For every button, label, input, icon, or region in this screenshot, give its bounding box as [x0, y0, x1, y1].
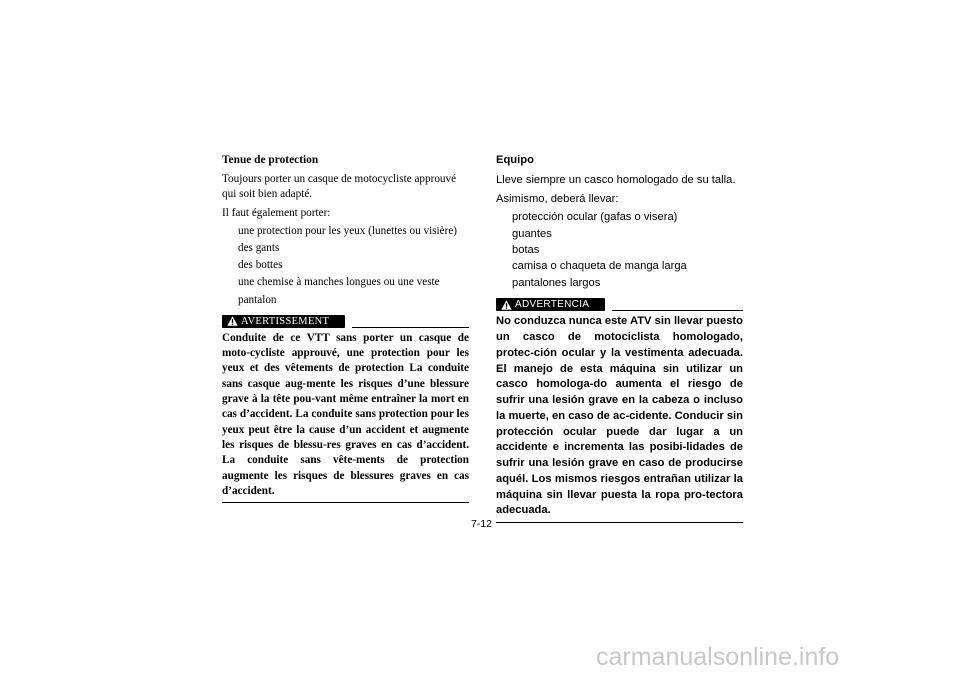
- list-item: pantalon: [238, 293, 277, 306]
- warning-header: [496, 298, 743, 311]
- warning-header-rule: [612, 310, 743, 311]
- list-item: des gants: [238, 242, 280, 255]
- lead-paragraph: Il faut également porter:: [222, 206, 331, 219]
- warning-label: ADVERTENCIA: [515, 298, 590, 310]
- equipment-list: [222, 224, 469, 308]
- section-heading: Equipo: [496, 154, 534, 166]
- warning-triangle-icon: [501, 300, 512, 310]
- intro-paragraph: Lleve siempre un casco homologado de su talla.: [496, 173, 736, 186]
- warning-text: Conduite de ce VTT sans porter un casque de moto-cycliste approuvé, une protection pour les yeux et des vêtements de protection La conduite sans casque aug-mente les risques d’une blessure grave à la tête pou-vant même entraîner la mort en cas d’accident. La conduite sans protection pour les yeux peut être la cause d’un accident et augmente les risques de blessu-res graves en cas d’accident. La conduite sans vête-ments de protection augmente les risques de blessures graves en cas d’accident.: [222, 331, 469, 497]
- list-item: une protection pour les yeux (lunettes ou visière): [238, 224, 458, 237]
- warning-label: AVERTISSEMENT: [241, 315, 330, 327]
- list-item: guantes: [512, 227, 552, 240]
- list-item: pantalones largos: [512, 276, 601, 289]
- warning-bottom-rule: [496, 522, 743, 523]
- warning-triangle-icon: [227, 316, 238, 326]
- warning-header: [222, 315, 469, 328]
- list-item: des bottes: [238, 259, 283, 272]
- section-heading: Tenue de protection: [222, 154, 319, 166]
- french-column: [222, 153, 469, 503]
- equipment-list: [496, 210, 743, 291]
- list-item: protección ocular (gafas o visera): [512, 211, 678, 224]
- spanish-column: [496, 153, 743, 523]
- watermark: carmanualsonline.info: [596, 643, 840, 671]
- list-item: camisa o chaqueta de manga larga: [512, 260, 687, 273]
- page-number: 7-12: [471, 518, 493, 530]
- intro-paragraph: Toujours porter un casque de motocycliste approuvé qui soit bien adapté.: [222, 173, 457, 201]
- warning-badge: [222, 315, 345, 328]
- warning-bottom-rule: [222, 502, 469, 503]
- warning-text: No conduzca nunca este ATV sin llevar puesto un casco de motociclista homologado, protec-ción ocular y la vestimenta adecuada. El manejo de esta máquina sin utilizar un casco homologa-do aumenta el riesgo de sufrir una lesión grave en la cabeza o incluso la muerte, en caso de ac-cidente. Conducir sin protección ocular puede dar lugar a un accidente e incrementa las posibi-lidades de sufrir una lesión grave en caso de producirse aquél. Los mismos riesgos entrañan utilizar la máquina sin llevar puesta la ropa pro-tectora adecuada.: [496, 315, 743, 517]
- list-item: botas: [512, 243, 540, 256]
- warning-badge: [496, 298, 605, 311]
- list-item: une chemise à manches longues ou une veste: [238, 276, 440, 289]
- warning-header-rule: [352, 327, 469, 328]
- lead-paragraph: Asimismo, deberá llevar:: [496, 192, 619, 205]
